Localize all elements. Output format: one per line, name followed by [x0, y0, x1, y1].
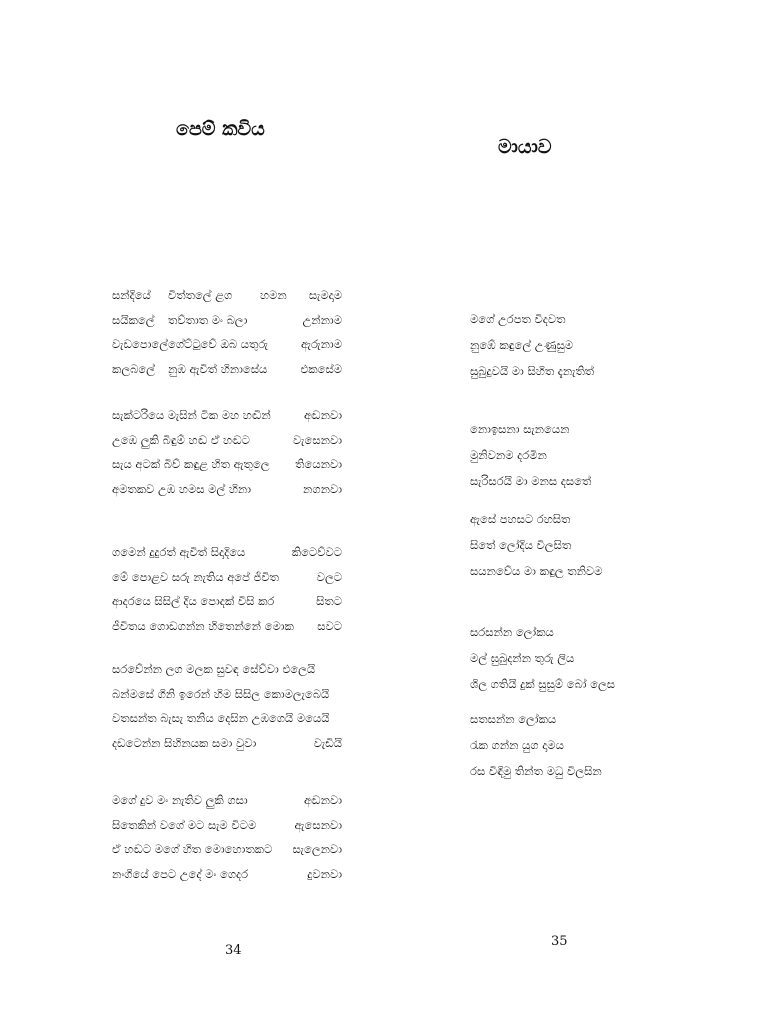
- verse-line: [112, 818, 342, 843]
- verse-line: [112, 662, 342, 687]
- stanza-right: [470, 422, 591, 500]
- verse-segment: වලට: [316, 569, 342, 584]
- stanza-left: [112, 408, 342, 506]
- verse-line: [112, 736, 342, 761]
- verse-segment: ගේට්ටුවේ ඔබ යතුරු: [168, 337, 268, 351]
- stanza-left: [112, 288, 342, 386]
- verse-segment: උන්නාම: [302, 312, 342, 327]
- verse-segment: කිටෙව්වට: [291, 545, 342, 559]
- verse-segment: සන්දියේ: [112, 288, 151, 302]
- page-number-left: 34: [225, 943, 242, 958]
- verse-segment: හමන: [260, 288, 287, 302]
- verse-line: [112, 842, 342, 867]
- poem-title-right: මායාව: [498, 136, 552, 158]
- verse-segment: සයිකලේ: [112, 312, 155, 327]
- verse-line: සතසන්න ලෝකය: [470, 712, 557, 726]
- stanza-right: [470, 512, 602, 590]
- verse-segment: අමතකව උඹ හමස මල් හිනා: [112, 481, 252, 496]
- verse-segment: වැඩියි: [313, 735, 342, 750]
- verse-line: සිතේ ලෝදිය විලසිත: [470, 538, 572, 552]
- verse-segment: ආදරයෙ සිසිල් දිය පොදක් විසි කර: [112, 594, 275, 608]
- verse-segment: තව්තාත මං බලා: [168, 312, 248, 327]
- verse-line: සැරිසරයි මා මනස දසතේ: [470, 474, 592, 488]
- verse-line: රස විඳිමු තින්ත මධු විලසින: [470, 764, 602, 778]
- poem-title-left: පෙම් කවිය: [176, 118, 265, 140]
- verse-line: මගේ උරපත විදවත: [470, 312, 566, 326]
- verse-segment: උඹෙ ලුකි බිඳුම් හඬ ඒ හඬට: [112, 432, 250, 447]
- verse-segment: සිතෙකින් වගේ මට සැම විටම: [112, 817, 257, 832]
- verse-segment: දුවනවා: [307, 866, 342, 881]
- verse-line: [112, 337, 342, 362]
- verse-segment: සිතට: [316, 594, 342, 608]
- verse-line: [112, 482, 342, 507]
- stanza-right: [470, 312, 594, 390]
- verse-segment: අඬනවා: [303, 793, 342, 807]
- verse-segment: වැඩපොලේ: [112, 337, 169, 351]
- verse-line: නොඉසනා සැනයෙන: [470, 422, 570, 436]
- verse-segment: සවට: [317, 618, 342, 633]
- verse-line: ශිල ගතියි දුක් සුසුම් බෝ ලෙස: [470, 677, 616, 691]
- verse-segment: මේ පොළව සරු නැතිය අපේ ජිවිත: [112, 569, 279, 584]
- verse-line: [112, 793, 342, 818]
- verse-line: [112, 408, 342, 433]
- verse-segment: ඒ හඬට මගේ හිත මොහොතකට: [112, 842, 273, 856]
- verse-line: [112, 313, 342, 338]
- verse-segment: ජීවිතය ගොඩගන්න හිතෙන්නේ මොක: [112, 618, 294, 633]
- verse-segment: බන්මසේ ගිනි ඉරෙන් හිම සිසිල කොමලැබෙයි: [112, 686, 330, 701]
- verse-line: [112, 457, 342, 482]
- verse-segment: කලබලේ: [112, 361, 155, 376]
- verse-line: [112, 570, 342, 595]
- verse-segment: සැමදාම: [308, 288, 342, 302]
- stanza-left: [112, 793, 342, 891]
- stanza-right: [470, 625, 615, 703]
- verse-line: [112, 545, 342, 570]
- verse-line: [112, 619, 342, 644]
- verse-segment: වැසෙනවා: [293, 432, 342, 447]
- verse-line: රැක ගන්න යුග දාමය: [470, 738, 564, 752]
- stanza-left: [112, 545, 342, 643]
- page-number-right: 35: [551, 934, 568, 949]
- verse-line: මුනිවනම දරමින: [470, 448, 547, 462]
- verse-line: [112, 433, 342, 458]
- verse-segment: ඇසෙනවා: [294, 817, 342, 832]
- verse-segment: සරවේන්න ලග මලක සුවඳ සේව්වා එලෙයි: [112, 662, 316, 676]
- verse-line: [112, 867, 342, 892]
- verse-line: [112, 711, 342, 736]
- verse-line: නුඹේ කඳුලේ උණුසුම: [470, 338, 574, 352]
- verse-line: [112, 288, 342, 313]
- verse-segment: අඬනවා: [303, 408, 342, 422]
- verse-line: ඇසේ පහසට රහසිත: [470, 512, 571, 526]
- verse-segment: නංගියේ පෙට උදේ මං ගෙදර: [112, 866, 249, 881]
- verse-segment: දඩටෙන්න සිහිනයක සමා වුවා: [112, 735, 257, 750]
- stanza-left: [112, 662, 342, 760]
- verse-line: [112, 362, 342, 387]
- stanza-right: [470, 712, 602, 790]
- verse-line: සුබුදුවයි මා සිහිත දැනැතිත්: [470, 364, 595, 378]
- verse-line: [112, 687, 342, 712]
- verse-segment: විත්තලේ ළග: [168, 288, 233, 302]
- verse-segment: නගනවා: [303, 481, 342, 496]
- verse-segment: ඇරුනාම: [301, 337, 342, 351]
- verse-line: [112, 594, 342, 619]
- verse-line: මල් ඝුබුදන්න තුරු ලිය: [470, 651, 575, 665]
- verse-segment: ගමෙන් දුදුරත් ඇවිත් සිදාදියෙ: [112, 545, 246, 559]
- verse-segment: මගේ දුව මං නැතිව ලුකි ගසා: [112, 793, 248, 807]
- verse-segment: වතසන්ත බැසැ තනිය දෙසින උඹගෙයි මයෙයි: [112, 711, 330, 725]
- verse-segment: සැලෙනවා: [292, 842, 342, 856]
- verse-segment: නුඹ ඇවිත් හිනාසේය: [168, 361, 268, 376]
- verse-line: සරසන්න ලෝකය: [470, 625, 554, 639]
- verse-segment: සැය අටක් බිව් කඳුළ හිත ඇතුලෙ: [112, 457, 270, 471]
- verse-segment: එකසේම: [300, 361, 342, 376]
- verse-segment: තියෙනවා: [295, 457, 342, 471]
- verse-line: සයනවේය මා කඳුල තනිවම: [470, 564, 603, 578]
- verse-segment: සැක්ටරියෙ මැසින් ටික මහ හඬින්: [112, 408, 271, 422]
